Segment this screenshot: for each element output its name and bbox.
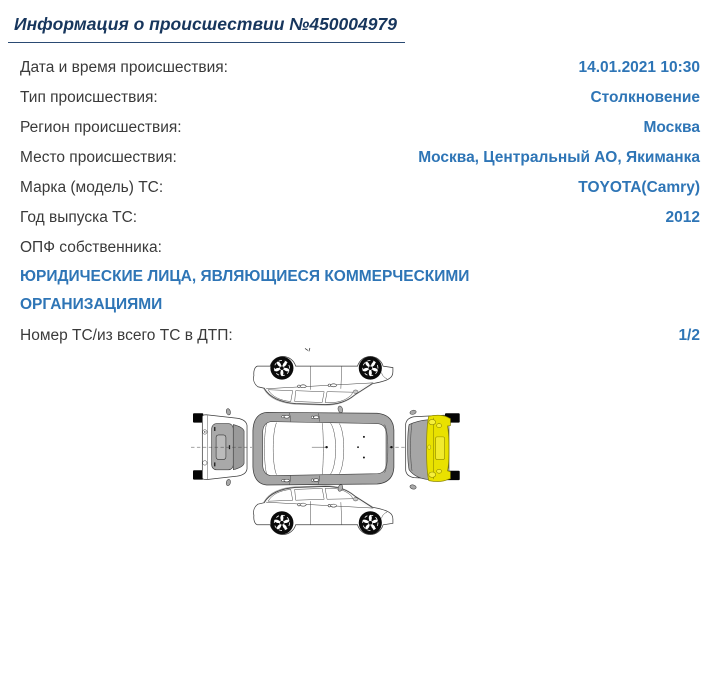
field-value-opf: ЮРИДИЧЕСКИЕ ЛИЦА, ЯВЛЯЮЩИЕСЯ КОММЕРЧЕСКИМИ ОРГАНИЗАЦИЯМИ xyxy=(20,268,470,313)
car-side-view-flipped xyxy=(254,348,393,404)
field-row-model xyxy=(20,179,700,196)
car-front-view xyxy=(406,409,460,489)
field-row-place xyxy=(20,149,700,166)
field-label: Дата и время происшествия: xyxy=(20,59,228,76)
field-row-region xyxy=(20,119,700,136)
field-row-vehicle-number xyxy=(20,327,700,344)
damage-diagram-svg xyxy=(0,346,720,680)
field-row-date xyxy=(20,59,700,76)
field-value: Москва, Центральный АО, Якиманка xyxy=(418,149,700,166)
field-row-opf xyxy=(20,239,700,256)
field-label: Год выпуска ТС: xyxy=(20,209,138,226)
car-top-view xyxy=(253,405,394,491)
field-value: 1/2 xyxy=(678,327,700,344)
field-value: 2012 xyxy=(665,209,700,226)
field-label: Тип происшествия: xyxy=(20,89,158,106)
field-value: Столкновение xyxy=(590,89,700,106)
damage-diagram xyxy=(0,346,720,680)
page-header xyxy=(0,0,720,43)
field-label: Номер ТС/из всего ТС в ДТП: xyxy=(20,327,233,344)
field-value: Москва xyxy=(643,119,700,136)
field-value: 14.01.2021 10:30 xyxy=(578,59,700,76)
field-row-year xyxy=(20,209,700,226)
page-title: Информация о происшествии №450004979 xyxy=(8,14,405,43)
car-side-view-bottom xyxy=(254,486,393,534)
field-label: Место происшествия: xyxy=(20,149,177,166)
incident-fields xyxy=(20,59,700,344)
field-label: ОПФ собственника: xyxy=(20,239,162,256)
field-row-type xyxy=(20,89,700,106)
field-label: Регион происшествия: xyxy=(20,119,182,136)
field-label: Марка (модель) ТС: xyxy=(20,179,164,196)
field-value: TOYOTA(Camry) xyxy=(578,179,700,196)
